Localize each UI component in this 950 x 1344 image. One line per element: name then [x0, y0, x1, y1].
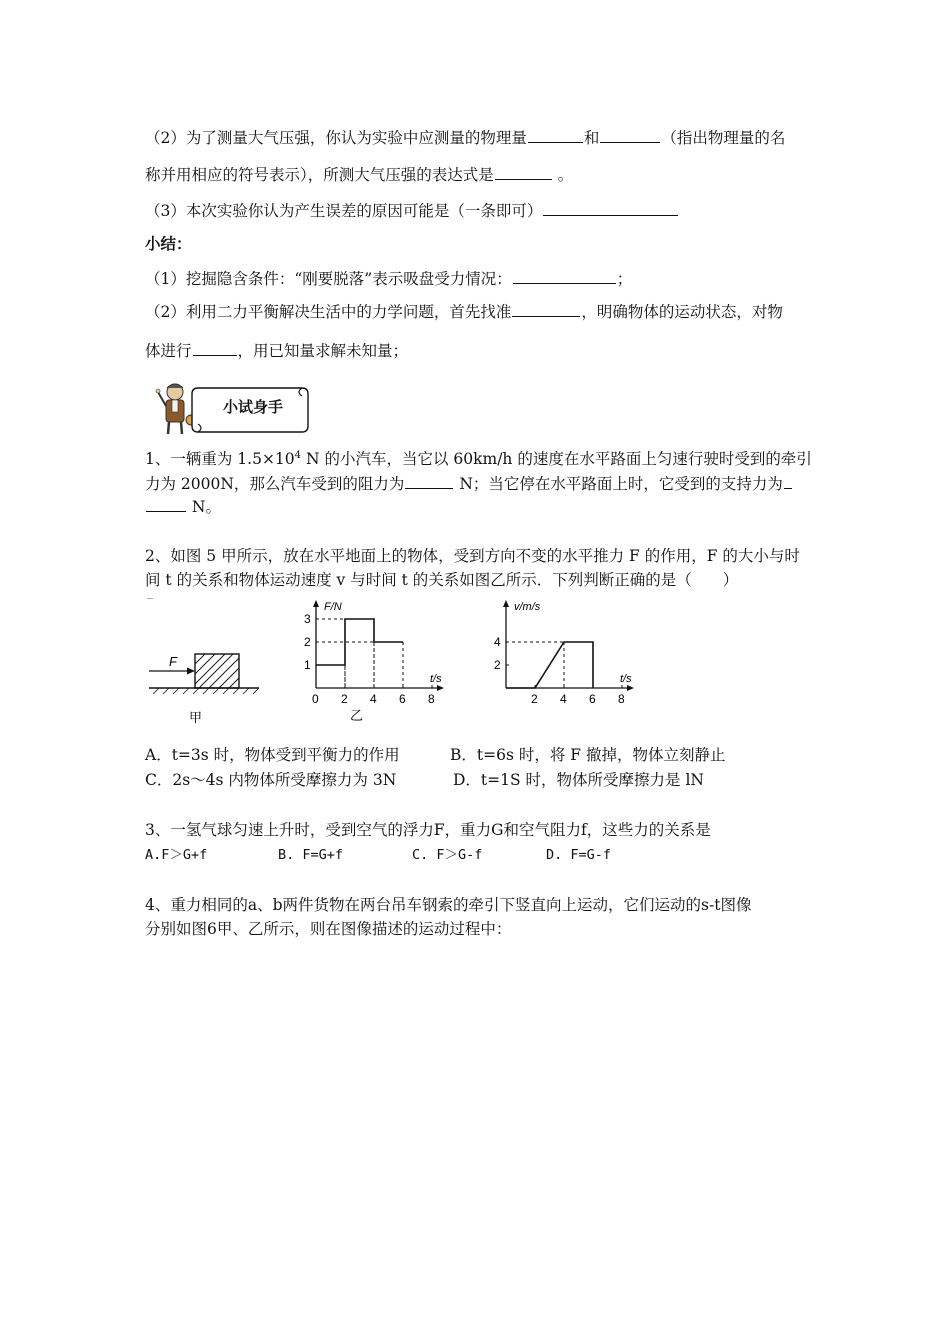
text: N。 — [187, 498, 221, 516]
series-line — [506, 642, 593, 688]
summary-item-1 — [145, 267, 632, 289]
x-tick-label: 4 — [560, 692, 567, 706]
text: 1、一辆重为 1.5×10 — [145, 450, 295, 468]
x-tick-label: 6 — [399, 692, 406, 706]
text: （指出物理量的名 — [661, 129, 786, 147]
text: 体进行 — [145, 342, 192, 360]
x-axis-label: t/s — [620, 673, 632, 685]
answer-blank[interactable] — [600, 126, 660, 143]
answer-blank[interactable] — [512, 300, 580, 317]
text: 和 — [583, 129, 600, 147]
figure-yi — [290, 596, 650, 728]
option-d[interactable]: D．t=1S 时，物体所受摩擦力是 lN — [453, 771, 704, 789]
x-tick-label: 6 — [589, 692, 596, 706]
figure-jia-label: 甲 — [189, 710, 203, 725]
answer-blank[interactable] — [193, 339, 237, 356]
answer-blank[interactable] — [405, 472, 453, 489]
option-c[interactable]: C. F＞G-f — [412, 847, 483, 863]
block — [195, 654, 239, 688]
summary-item-2-line1 — [145, 300, 783, 322]
y-tick-label: 2 — [304, 635, 311, 649]
answer-blank[interactable] — [528, 126, 583, 143]
question-1-line3 — [145, 495, 221, 517]
x-axis-arrow — [627, 685, 634, 691]
x-tick-label: 2 — [341, 692, 348, 706]
answer-blank[interactable] — [543, 199, 678, 216]
question-4-line2: 分别如图6甲、乙所示，则在图像描述的运动过程中： — [145, 920, 512, 938]
text: （2）利用二力平衡解决生活中的力学问题，首先找准 — [145, 303, 512, 321]
question-1-line2 — [145, 472, 793, 494]
question-1-line1 — [145, 449, 812, 469]
x-tick-label: 8 — [618, 692, 625, 706]
y-axis-arrow — [313, 600, 319, 607]
text: N；当它停在水平路面上时，它受到的支持力为 — [454, 475, 783, 493]
text: 称并用相应的符号表示），所测大气压强的表达式是 — [145, 166, 494, 184]
question-part-2-line2 — [145, 163, 573, 185]
text: ； — [616, 270, 633, 288]
option-b[interactable]: B．t=6s 时，将 F 撤掉，物体立刻静止 — [450, 746, 726, 764]
force-label: F — [169, 654, 177, 669]
question-2-options-row1 — [145, 745, 725, 765]
question-2-options-row2 — [145, 770, 704, 790]
text: （2）为了测量大气压强，你认为实验中应测量的物理量 — [145, 129, 527, 147]
x-axis-label: t/s — [430, 673, 442, 685]
y-axis-label: F/N — [324, 601, 342, 613]
x-tick-label: 0 — [312, 692, 319, 706]
figure-yi-label: 乙 — [350, 708, 364, 723]
answer-blank[interactable] — [495, 163, 552, 180]
text: N 的小汽车，当它以 60km/h 的速度在水平路面上匀速行驶时受到的牵引 — [301, 450, 812, 468]
answer-blank[interactable] — [784, 472, 792, 489]
exponent: 4 — [294, 449, 302, 461]
y-tick-label: 2 — [494, 658, 501, 672]
ground-hatch — [153, 688, 259, 694]
y-axis-label: v/m/s — [514, 601, 541, 613]
option-a[interactable]: A.F＞G+f — [145, 847, 208, 863]
y-tick-label: 1 — [304, 658, 311, 672]
question-part-2-line1 — [145, 126, 785, 148]
banner-label: 小试身手 — [222, 398, 283, 416]
question-3-options — [145, 845, 611, 865]
x-tick-label: 8 — [428, 692, 435, 706]
text: 力为 2000N，那么汽车受到的阻力为 — [145, 475, 405, 493]
text: ，用已知量求解未知量； — [237, 342, 409, 360]
option-d[interactable]: D. F=G-f — [546, 847, 612, 863]
question-2-line2: 间 t 的关系和物体运动速度 v 与时间 t 的关系如图乙所示．下列判断正确的是（ ） — [145, 571, 739, 589]
y-tick-label: 3 — [304, 612, 311, 626]
text: ，明确物体的运动状态，对物 — [581, 303, 783, 321]
x-tick-label: 4 — [370, 692, 377, 706]
question-4-line1: 4、重力相同的a、b两件货物在两台吊车钢索的牵引下竖直向上运动，它们运动的s-t图像 — [145, 896, 752, 914]
x-tick-label: 2 — [531, 692, 538, 706]
summary-item-2-line2 — [145, 339, 408, 361]
answer-blank[interactable] — [513, 267, 616, 284]
question-3: 3、一氢气球匀速上升时，受到空气的浮力F，重力G和空气阻力f，这些力的关系是 — [145, 821, 711, 839]
question-2-line1: 2、如图 5 甲所示，放在水平地面上的物体，受到方向不变的水平推力 F 的作用，F 的大小与时 — [145, 547, 800, 565]
text: 。 — [552, 166, 574, 184]
option-b[interactable]: B. F=G+f — [278, 847, 344, 863]
figure-jia — [145, 598, 265, 728]
summary-title: 小结： — [145, 234, 192, 253]
text: （1）挖掘隐含条件：“刚要脱落”表示吸盘受力情况： — [145, 270, 512, 288]
text: （3）本次实验你认为产生误差的原因可能是（一条即可） — [145, 202, 543, 220]
option-c[interactable]: C．2s～4s 内物体所受摩擦力为 3N — [145, 771, 397, 789]
question-part-3 — [145, 199, 679, 221]
force-arrowhead — [187, 668, 195, 675]
x-axis-arrow — [437, 685, 444, 691]
y-axis-arrow — [503, 600, 509, 607]
practice-banner — [148, 378, 318, 438]
y-tick-label: 4 — [494, 635, 501, 649]
answer-blank[interactable] — [146, 495, 186, 512]
option-a[interactable]: A．t=3s 时，物体受到平衡力的作用 — [145, 746, 400, 764]
